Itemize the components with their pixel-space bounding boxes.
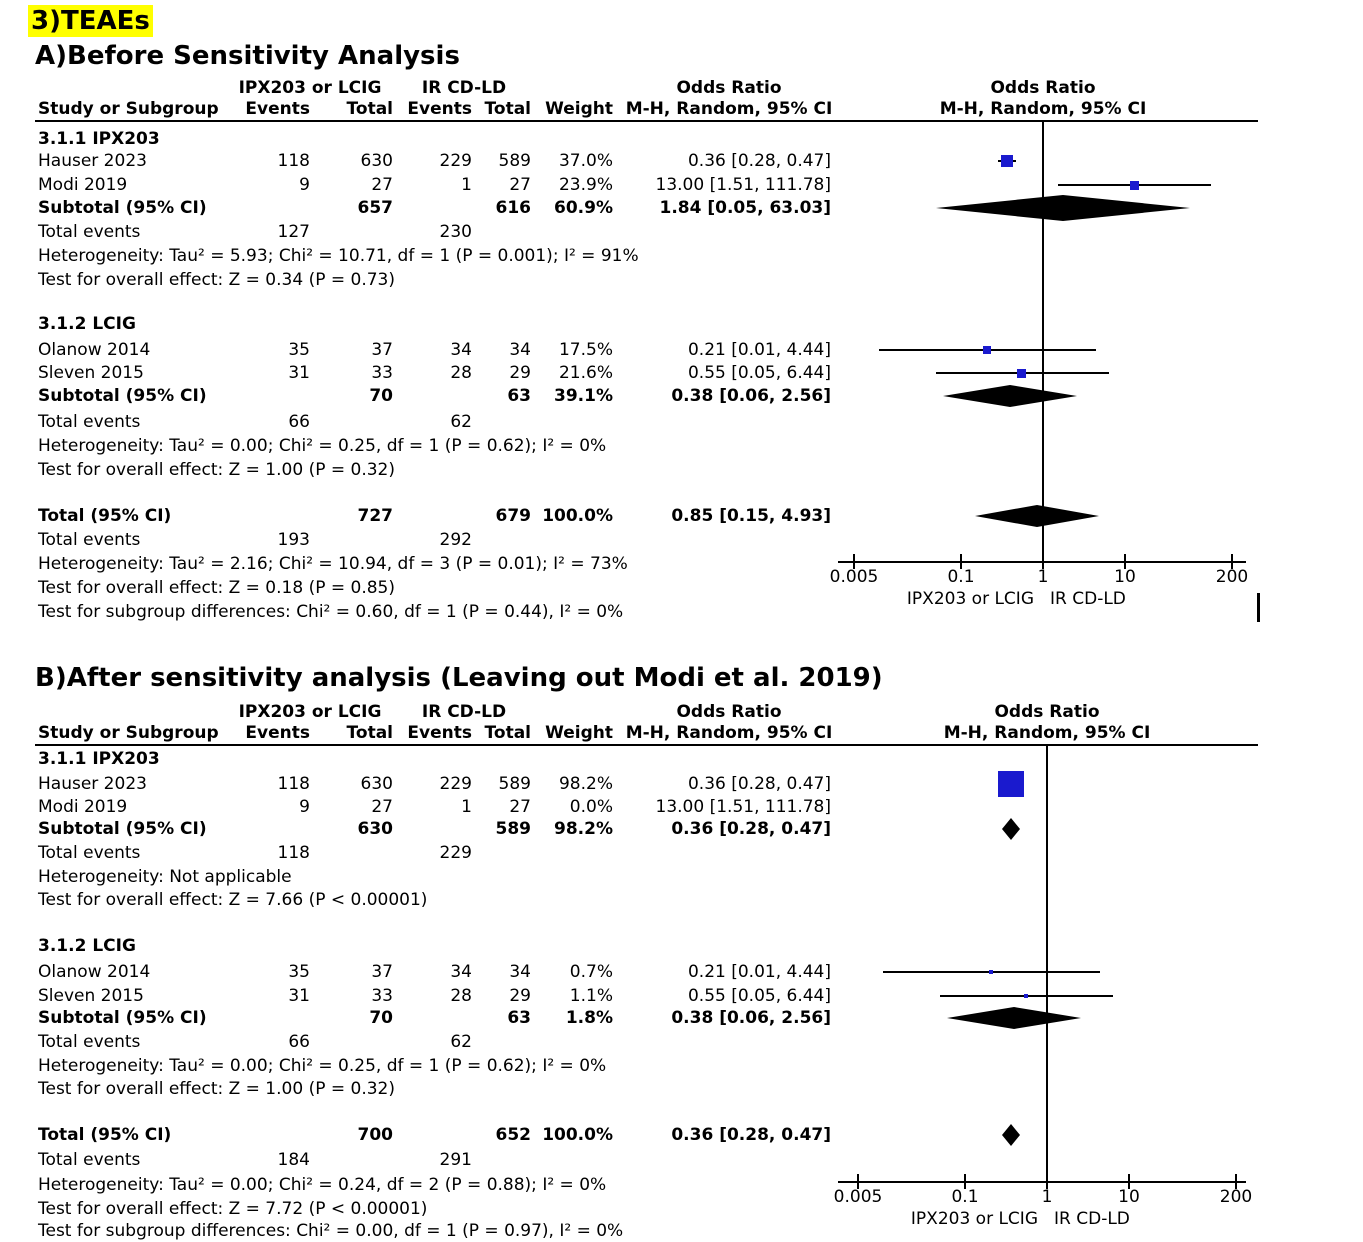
total-events-2: 292 <box>439 530 472 550</box>
total-events-2: 229 <box>439 843 472 863</box>
group2-header: IR CD-LD <box>421 702 507 722</box>
study-total1: 630 <box>360 151 393 171</box>
subgroup-header: 3.1.1 IPX203 <box>38 129 160 149</box>
col-events1-header: Events <box>245 723 310 743</box>
axis-tick-label: 0.005 <box>833 1187 883 1207</box>
subtotal-total1: 657 <box>357 198 393 218</box>
total-events-label: Total events <box>38 843 141 863</box>
axis-tick-label: 10 <box>1118 1187 1140 1207</box>
study-label: Sleven 2015 <box>38 363 144 383</box>
study-events2: 34 <box>450 962 472 982</box>
subtotal-diamond <box>936 195 1190 221</box>
subtotal-label: Subtotal (95% CI) <box>38 1008 207 1028</box>
axis-tick-label: 0.005 <box>829 567 879 587</box>
study-ci-text: 0.55 [0.05, 6.44] <box>687 986 831 1006</box>
col-total2-header: Total <box>484 723 531 743</box>
study-ci-text: 0.36 [0.28, 0.47] <box>687 151 831 171</box>
method-header-right: M-H, Random, 95% CI <box>943 723 1151 743</box>
col-events1-header: Events <box>245 99 310 119</box>
total-events-label: Total events <box>38 530 141 550</box>
study-events1: 35 <box>288 962 310 982</box>
subtotal-weight: 60.9% <box>554 198 613 218</box>
panel-title: B)After sensitivity analysis (Leaving out Modi et al. 2019) <box>35 663 883 693</box>
study-events2: 229 <box>439 151 472 171</box>
favors-left-label: IPX203 or LCIG <box>906 589 1034 609</box>
study-total2: 34 <box>509 340 531 360</box>
subtotal-ci-text: 0.36 [0.28, 0.47] <box>671 819 831 839</box>
study-ci-text: 0.55 [0.05, 6.44] <box>687 363 831 383</box>
group1-header: IPX203 or LCIG <box>238 702 382 722</box>
subtotal-diamond <box>947 1007 1081 1029</box>
axis-tick-label: 1 <box>1037 567 1049 587</box>
study-weight: 98.2% <box>558 774 613 794</box>
total-total1: 700 <box>357 1125 393 1145</box>
study-events1: 31 <box>288 363 310 383</box>
null-effect-line <box>1042 122 1044 561</box>
study-events2: 1 <box>461 175 472 195</box>
total-weight: 100.0% <box>542 506 613 526</box>
study-weight: 17.5% <box>558 340 613 360</box>
study-label: Modi 2019 <box>38 175 128 195</box>
panel-title: A)Before Sensitivity Analysis <box>35 41 460 71</box>
total-events-1: 66 <box>288 1032 310 1052</box>
method-header-left: M-H, Random, 95% CI <box>625 99 833 119</box>
total-events-1: 66 <box>288 412 310 432</box>
effect-square-marker <box>1024 994 1028 998</box>
study-weight: 21.6% <box>558 363 613 383</box>
study-total2: 34 <box>509 962 531 982</box>
subtotal-ci-text: 1.84 [0.05, 63.03] <box>659 198 831 218</box>
study-events2: 1 <box>461 797 472 817</box>
col-events2-header: Events <box>407 723 472 743</box>
overall-effect-line: Test for overall effect: Z = 0.18 (P = 0.85) <box>38 578 395 598</box>
favors-right-label: IR CD-LD <box>1050 589 1126 609</box>
x-axis-line <box>838 1181 1246 1183</box>
heterogeneity-line: Heterogeneity: Tau² = 0.00; Chi² = 0.25, df = 1 (P = 0.62); I² = 0% <box>38 1056 607 1076</box>
total-events-label: Total events <box>38 1032 141 1052</box>
study-events1: 31 <box>288 986 310 1006</box>
total-events-1: 184 <box>277 1150 310 1170</box>
subtotal-label: Subtotal (95% CI) <box>38 819 207 839</box>
effect-square-marker <box>1001 155 1013 167</box>
effect-header-right: Odds Ratio <box>994 702 1100 722</box>
subgroup-header: 3.1.2 LCIG <box>38 314 136 334</box>
col-weight-header: Weight <box>545 99 613 119</box>
study-label: Hauser 2023 <box>38 151 147 171</box>
subgroup-header: 3.1.2 LCIG <box>38 936 136 956</box>
study-total2: 589 <box>498 151 531 171</box>
overall-effect-line: Test for overall effect: Z = 0.34 (P = 0.73) <box>38 270 395 290</box>
study-label: Sleven 2015 <box>38 986 144 1006</box>
subtotal-weight: 39.1% <box>554 386 613 406</box>
heterogeneity-line: Heterogeneity: Tau² = 0.00; Chi² = 0.24, df = 2 (P = 0.88); I² = 0% <box>38 1175 607 1195</box>
axis-tick-label: 0.1 <box>951 1187 979 1207</box>
subtotal-total2: 63 <box>507 1008 531 1028</box>
study-total2: 29 <box>509 363 531 383</box>
effect-square-marker <box>989 970 993 974</box>
study-events1: 9 <box>299 797 310 817</box>
total-ci-text: 0.36 [0.28, 0.47] <box>671 1125 831 1145</box>
total-total2: 679 <box>495 506 531 526</box>
col-weight-header: Weight <box>545 723 613 743</box>
total-total2: 652 <box>495 1125 531 1145</box>
subgroup-differences-line: Test for subgroup differences: Chi² = 0.60, df = 1 (P = 0.44), I² = 0% <box>38 602 624 622</box>
subgroup-differences-line: Test for subgroup differences: Chi² = 0.00, df = 1 (P = 0.97), I² = 0% <box>38 1221 624 1241</box>
total-diamond <box>1002 1124 1020 1146</box>
page-heading <box>28 4 153 38</box>
study-events1: 9 <box>299 175 310 195</box>
study-events1: 35 <box>288 340 310 360</box>
study-label: Olanow 2014 <box>38 962 151 982</box>
effect-header-right: Odds Ratio <box>990 78 1096 98</box>
study-weight: 37.0% <box>558 151 613 171</box>
overall-effect-line: Test for overall effect: Z = 7.66 (P < 0.00001) <box>38 890 428 910</box>
study-total1: 630 <box>360 774 393 794</box>
effect-header-left: Odds Ratio <box>676 702 782 722</box>
subtotal-total1: 70 <box>369 386 393 406</box>
header-rule <box>35 744 1258 746</box>
study-total2: 589 <box>498 774 531 794</box>
highlighted-heading-text: 3)TEAEs <box>28 5 153 37</box>
study-total2: 27 <box>509 175 531 195</box>
group1-header: IPX203 or LCIG <box>238 78 382 98</box>
col-events2-header: Events <box>407 99 472 119</box>
total-events-1: 193 <box>277 530 310 550</box>
study-events2: 34 <box>450 340 472 360</box>
overall-effect-line: Test for overall effect: Z = 1.00 (P = 0.32) <box>38 1079 395 1099</box>
axis-tick-label: 1 <box>1041 1187 1053 1207</box>
total-events-1: 127 <box>277 222 310 242</box>
subtotal-total2: 589 <box>495 819 531 839</box>
subtotal-diamond <box>943 385 1077 407</box>
overall-effect-line: Test for overall effect: Z = 1.00 (P = 0.32) <box>38 460 395 480</box>
axis-tick-label: 10 <box>1114 567 1136 587</box>
study-total1: 27 <box>371 797 393 817</box>
header-rule <box>35 120 1258 122</box>
effect-square-marker <box>1130 181 1139 190</box>
subtotal-diamond <box>1002 818 1020 840</box>
total-events-2: 230 <box>439 222 472 242</box>
study-label: Modi 2019 <box>38 797 128 817</box>
col-study-header: Study or Subgroup <box>38 99 219 119</box>
subtotal-label: Subtotal (95% CI) <box>38 198 207 218</box>
method-header-right: M-H, Random, 95% CI <box>939 99 1147 119</box>
study-weight: 0.0% <box>569 797 613 817</box>
axis-tick-label: 200 <box>1215 567 1249 587</box>
total-events-2: 291 <box>439 1150 472 1170</box>
subtotal-total2: 616 <box>495 198 531 218</box>
total-events-label: Total events <box>38 412 141 432</box>
group2-header: IR CD-LD <box>421 78 507 98</box>
study-label: Olanow 2014 <box>38 340 151 360</box>
study-total1: 33 <box>371 986 393 1006</box>
axis-tick-label: 200 <box>1219 1187 1253 1207</box>
heterogeneity-line: Heterogeneity: Tau² = 0.00; Chi² = 0.25, df = 1 (P = 0.62); I² = 0% <box>38 436 607 456</box>
study-total1: 33 <box>371 363 393 383</box>
total-label: Total (95% CI) <box>38 506 172 526</box>
study-events2: 229 <box>439 774 472 794</box>
subtotal-total1: 70 <box>369 1008 393 1028</box>
heterogeneity-line: Heterogeneity: Not applicable <box>38 867 292 887</box>
study-total1: 37 <box>371 340 393 360</box>
col-total2-header: Total <box>484 99 531 119</box>
study-events1: 118 <box>277 774 310 794</box>
effect-square-marker <box>998 771 1024 797</box>
total-events-2: 62 <box>450 412 472 432</box>
effect-header-left: Odds Ratio <box>676 78 782 98</box>
total-ci-text: 0.85 [0.15, 4.93] <box>671 506 831 526</box>
study-weight: 0.7% <box>569 962 613 982</box>
total-events-2: 62 <box>450 1032 472 1052</box>
total-weight: 100.0% <box>542 1125 613 1145</box>
total-label: Total (95% CI) <box>38 1125 172 1145</box>
subtotal-ci-text: 0.38 [0.06, 2.56] <box>671 386 831 406</box>
study-label: Hauser 2023 <box>38 774 147 794</box>
study-ci-text: 0.36 [0.28, 0.47] <box>687 774 831 794</box>
col-total1-header: Total <box>346 99 393 119</box>
subtotal-weight: 1.8% <box>565 1008 613 1028</box>
subtotal-weight: 98.2% <box>554 819 613 839</box>
subtotal-total1: 630 <box>357 819 393 839</box>
effect-square-marker <box>983 346 991 354</box>
study-total1: 27 <box>371 175 393 195</box>
study-weight: 1.1% <box>569 986 613 1006</box>
effect-square-marker <box>1017 369 1026 378</box>
study-ci-text: 0.21 [0.01, 4.44] <box>687 340 831 360</box>
method-header-left: M-H, Random, 95% CI <box>625 723 833 743</box>
subtotal-label: Subtotal (95% CI) <box>38 386 207 406</box>
total-total1: 727 <box>357 506 393 526</box>
subgroup-header: 3.1.1 IPX203 <box>38 749 160 769</box>
heterogeneity-line: Heterogeneity: Tau² = 2.16; Chi² = 10.94, df = 3 (P = 0.01); I² = 73% <box>38 554 628 574</box>
overall-effect-line: Test for overall effect: Z = 7.72 (P < 0.00001) <box>38 1199 428 1219</box>
study-events2: 28 <box>450 363 472 383</box>
null-effect-line <box>1046 746 1048 1181</box>
study-total2: 27 <box>509 797 531 817</box>
study-total1: 37 <box>371 962 393 982</box>
total-events-1: 118 <box>277 843 310 863</box>
text-cursor-artifact <box>1257 593 1260 622</box>
total-events-label: Total events <box>38 222 141 242</box>
heterogeneity-line: Heterogeneity: Tau² = 5.93; Chi² = 10.71, df = 1 (P = 0.001); I² = 91% <box>38 246 639 266</box>
total-diamond <box>975 505 1099 527</box>
favors-left-label: IPX203 or LCIG <box>910 1209 1038 1229</box>
favors-right-label: IR CD-LD <box>1054 1209 1130 1229</box>
study-events2: 28 <box>450 986 472 1006</box>
study-ci-text: 0.21 [0.01, 4.44] <box>687 962 831 982</box>
study-ci-text: 13.00 [1.51, 111.78] <box>655 797 831 817</box>
col-study-header: Study or Subgroup <box>38 723 219 743</box>
study-weight: 23.9% <box>558 175 613 195</box>
subtotal-total2: 63 <box>507 386 531 406</box>
total-events-label: Total events <box>38 1150 141 1170</box>
study-ci-text: 13.00 [1.51, 111.78] <box>655 175 831 195</box>
study-events1: 118 <box>277 151 310 171</box>
col-total1-header: Total <box>346 723 393 743</box>
study-total2: 29 <box>509 986 531 1006</box>
subtotal-ci-text: 0.38 [0.06, 2.56] <box>671 1008 831 1028</box>
axis-tick-label: 0.1 <box>947 567 975 587</box>
